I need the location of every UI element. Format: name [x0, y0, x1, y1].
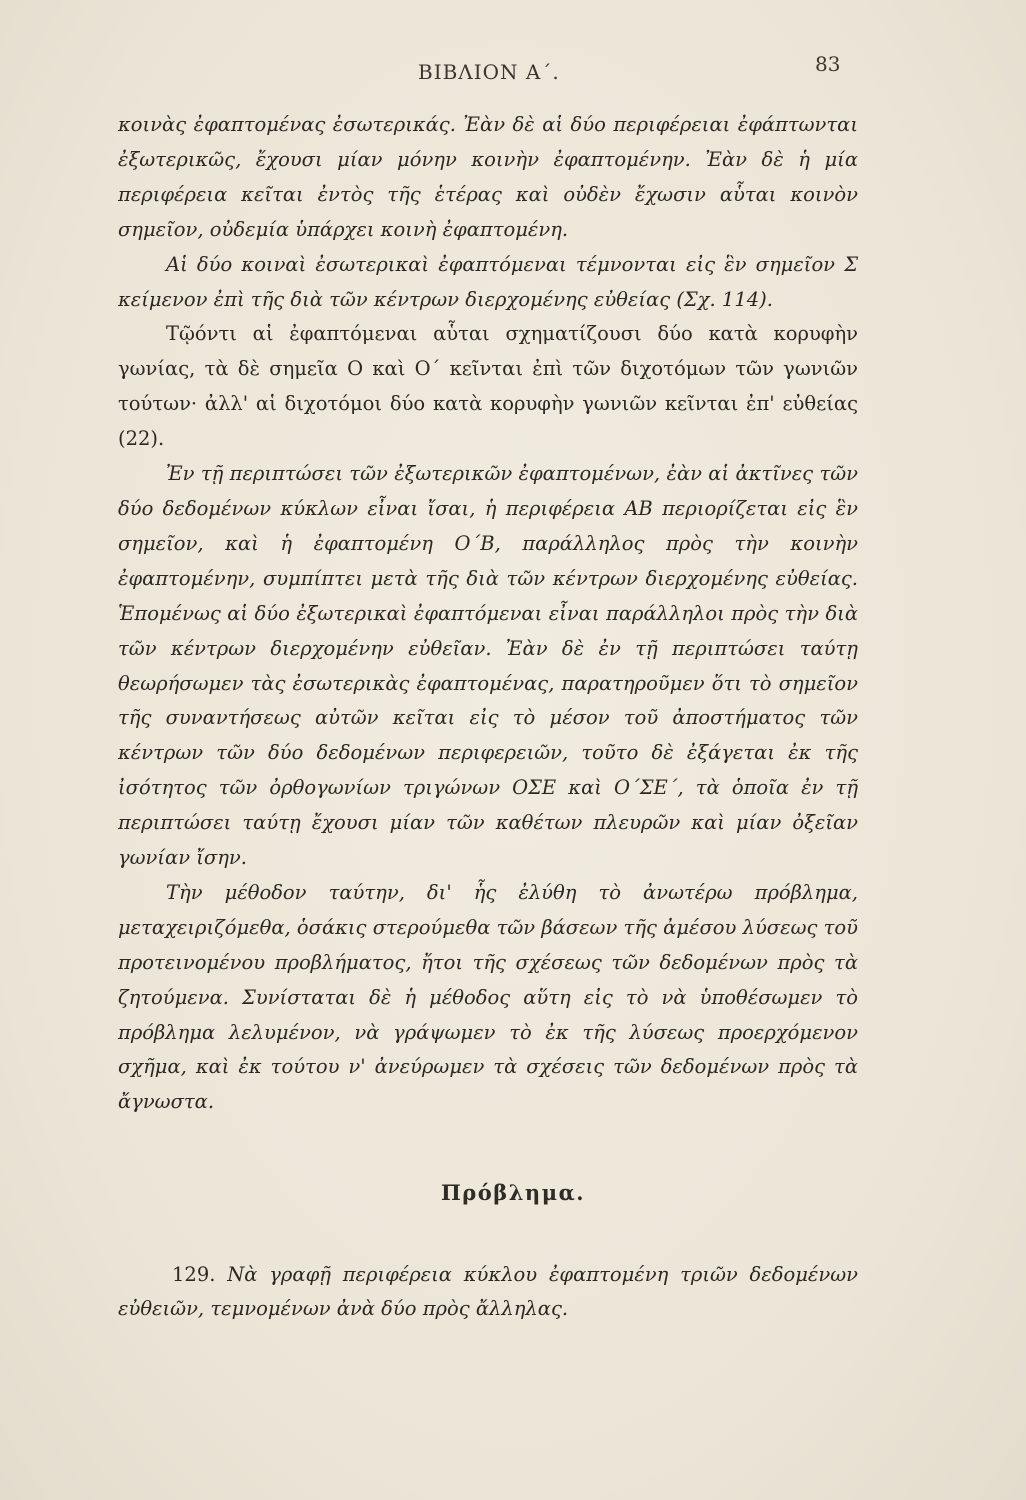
page-header	[0, 50, 1026, 90]
paragraph-external-tangents: Ἐν τῇ περιπτώσει τῶν ἐξωτερικῶν ἐφαπτομένων, ἐὰν αἱ ἀκτῖνες τῶν δύο δεδομένων κύκλων εἶναι ἴσαι, ἡ περιφέρεια ΑΒ περιορίζεται εἰς ἓν σημεῖον, καὶ ἡ ἐφαπτομένη Ο΄Β, παράλληλος πρὸς τὴν κοινὴν ἐφαπτομένην, συμπίπτει μετὰ τῆς διὰ τῶν κέντρων διερχομένης εὐθείας. Ἑπομένως αἱ δύο ἐξωτερικαὶ ἐφαπτόμεναι εἶναι παράλληλοι πρὸς τὴν διὰ τῶν κέντρων διερχομένην εὐθεῖαν. Ἐὰν δὲ ἐν τῇ περιπτώσει ταύτῃ θεωρήσωμεν τὰς ἐσωτερικὰς ἐφαπτομένας, παρατηροῦμεν ὅτι τὸ σημεῖον τῆς συναντήσεως αὐτῶν κεῖται εἰς τὸ μέσον τοῦ ἀποστήματος τῶν κέντρων τῶν δύο δεδομένων περιφερειῶν, τοῦτο δὲ ἐξάγεται ἐκ τῆς ἰσότητος τῶν ὀρθογωνίων τριγώνων ΟΣΕ καὶ Ο΄ΣΕ΄, τὰ ὁποῖα ἐν τῇ περιπτώσει ταύτῃ ἔχουσι μίαν τῶν καθέτων πλευρῶν καὶ μίαν ὀξεῖαν γωνίαν ἴσην.	[118, 462, 858, 870]
page-number: 83	[815, 52, 841, 76]
body-text	[118, 108, 858, 1120]
problem-text: Νὰ γραφῇ περιφέρεια κύκλου ἐφαπτομένη τριῶν δεδομένων εὐθειῶν, τεμνομένων ἀνὰ δύο πρὸς ἄλληλας.	[118, 1263, 858, 1320]
paragraph-continuation: κοινὰς ἐφαπτομένας ἐσωτερικάς. Ἐὰν δὲ αἱ δύο περιφέρειαι ἐφάπτωνται ἐξωτερικῶς, ἔχουσι μίαν μόνην κοινὴν ἐφαπτομένην. Ἐὰν δὲ ἡ μία περιφέρεια κεῖται ἐντὸς τῆς ἑτέρας καὶ οὐδὲν ἔχωσιν αὗται κοινὸν σημεῖον, οὐδεμία ὑπάρχει κοινὴ ἐφαπτομένη.	[118, 113, 858, 241]
paragraph-method: Τὴν μέθοδον ταύτην, δι' ἧς ἐλύθη τὸ ἀνωτέρω πρόβλημα, μεταχειριζόμεθα, ὁσάκις στερούμεθα τῶν βάσεων τῆς ἀμέσου λύσεως τοῦ προτεινομένου προβλήματος, ἤτοι τῆς σχέσεως τῶν δεδομένων πρὸς τὰ ζητούμενα. Συνίσταται δὲ ἡ μέθοδος αὕτη εἰς τὸ νὰ ὑποθέσωμεν τὸ πρόβλημα λελυμένον, νὰ γράψωμεν τὸ ἐκ τῆς λύσεως προερχόμενον σχῆμα, καὶ ἐκ τούτου ν' ἀνεύρωμεν τὰ σχέσεις τῶν δεδομένων πρὸς τὰ ἄγνωστα.	[118, 880, 858, 1114]
problem-statement	[118, 1258, 858, 1326]
section-heading: Πρόβλημα.	[440, 1180, 586, 1205]
problem-number: 129.	[172, 1263, 216, 1286]
running-title: ΒΙΒΛΙΟΝ Α΄.	[418, 60, 560, 84]
paragraph-intersection: Αἱ δύο κοιναὶ ἐσωτερικαὶ ἐφαπτόμεναι τέμνονται εἰς ἓν σημεῖον Σ κείμενον ἐπὶ τῆς διὰ τῶν κέντρων διερχομένης εὐθείας (Σχ. 114).	[118, 252, 858, 311]
problem-paragraph	[118, 1258, 858, 1326]
paragraph-proof: Τῷόντι αἱ ἐφαπτόμεναι αὗται σχηματίζουσι δύο κατὰ κορυφὴν γωνίας, τὰ δὲ σημεῖα Ο καὶ Ο΄ κεῖνται ἐπὶ τῶν διχοτόμων τῶν γωνιῶν τούτων· ἀλλ' αἱ διχοτόμοι δύο κατὰ κορυφὴν γωνιῶν κεῖνται ἐπ' εὐθείας (22).	[118, 322, 858, 451]
